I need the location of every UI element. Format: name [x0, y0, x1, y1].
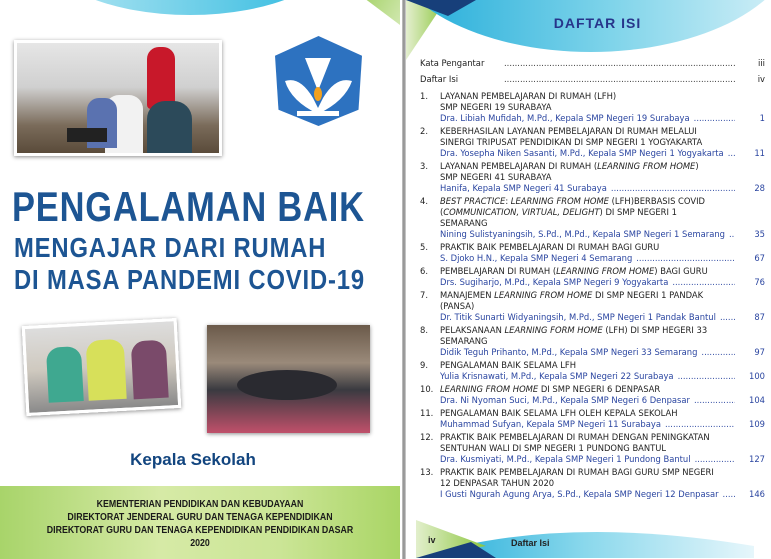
- toc-entry-author-row[interactable]: [420, 371, 765, 382]
- toc-page: [406, 0, 771, 559]
- toc-entry[interactable]: [420, 384, 765, 406]
- title-segment: KEBERHASILAN LAYANAN PEMBELAJARAN DI RUMAH MELALUI: [440, 126, 697, 136]
- corner-green-decoration: [340, 0, 400, 40]
- toc-entry[interactable]: [420, 325, 765, 358]
- toc-entry-title-line: [420, 207, 765, 218]
- title-segment: :: [505, 196, 511, 206]
- title-segment: PRAKTIK BAIK PEMBELAJARAN DI RUMAH BAGI GURU: [440, 242, 660, 252]
- toc-page-number: 146: [749, 489, 765, 499]
- toc-entry-author: Drs. Sugiharjo, M.Pd., Kepala SMP Negeri 9 Yogyakarta: [440, 277, 669, 287]
- title-segment: PELAKSANAAN: [440, 325, 505, 335]
- toc-entry-number: 12.: [420, 432, 434, 442]
- cover-title-line-2: MENGAJAR DARI RUMAH: [14, 232, 327, 263]
- title-segment: DI SMP NEGERI 6 DENPASAR: [538, 384, 661, 394]
- cover-photo-meeting: [14, 40, 222, 156]
- toc-entry-author-row[interactable]: [420, 253, 765, 264]
- toc-entry-title-line: [420, 242, 765, 253]
- title-segment: LEARNING FROM HOME: [494, 290, 593, 300]
- toc-entry-author: Dra. Libiah Mufidah, M.Pd., Kepala SMP Negeri 19 Surabaya: [440, 113, 690, 123]
- toc-entry-author: I Gusti Ngurah Agung Arya, S.Pd., Kepala SMP Negeri 12 Denpasar: [440, 489, 719, 499]
- title-segment: SENTUHAN WALI DI SMP NEGERI 1 PUNDONG BANTUL: [440, 443, 667, 453]
- publisher-year: 2020: [190, 538, 210, 549]
- footer-page-number: iv: [428, 535, 436, 545]
- title-segment: (LFH) DI SMP HEGERI 33: [602, 325, 708, 335]
- toc-entry-author-row[interactable]: [420, 312, 765, 323]
- toc-entry-title-line: [420, 266, 765, 277]
- toc-entry[interactable]: [420, 290, 765, 323]
- toc-entry-author-row[interactable]: [420, 229, 765, 240]
- toc-entry[interactable]: [420, 126, 765, 159]
- top-arc-decoration: [40, 0, 340, 15]
- title-segment: LEARNING FROM HOME: [597, 161, 696, 171]
- toc-entry-author-row[interactable]: [420, 347, 765, 358]
- toc-entry-number: 2.: [420, 126, 428, 136]
- toc-entry-title-line: [420, 360, 765, 371]
- title-segment: SMP NEGERI 41 SURABAYA: [440, 172, 552, 182]
- title-segment: (LFH)BERBASIS COVID: [608, 196, 705, 206]
- toc-entry-number: 13.: [420, 467, 434, 477]
- toc-entry-number: 7.: [420, 290, 428, 300]
- title-segment: ): [695, 161, 699, 171]
- toc-entry-author: Nining Sulistyaningsih, S.Pd., M.Pd., Kepala SMP Negeri 1 Semarang: [440, 229, 725, 239]
- title-segment: PRAKTIK BAIK PEMBELAJARAN DI RUMAH BAGI GURU SMP NEGERI: [440, 467, 714, 477]
- toc-entry-number: 8.: [420, 325, 428, 335]
- toc-entry-title-line: [420, 137, 765, 148]
- toc-page-number: 11: [754, 148, 765, 158]
- toc-entry-author-row[interactable]: [420, 148, 765, 159]
- title-segment: SEMARANG: [440, 218, 488, 228]
- publisher-line: DIREKTORAT GURU DAN TENAGA KEPENDIDIKAN PENDIDIKAN DASAR: [46, 525, 354, 536]
- title-segment: SEMARANG: [440, 336, 488, 346]
- toc-page-number: 35: [754, 229, 765, 239]
- toc-entry-title-line: [420, 336, 765, 347]
- toc-entry-title-line: [420, 478, 765, 489]
- toc-entry-number: 4.: [420, 196, 428, 206]
- publisher-band: [0, 486, 400, 559]
- title-segment: ) BAGI GURU: [654, 266, 708, 276]
- toc-entry-title-line: [420, 467, 765, 478]
- toc-entry-title-line: [420, 432, 765, 443]
- toc-page-number: 28: [754, 183, 765, 193]
- toc-entry[interactable]: [420, 408, 765, 430]
- toc-page-number: 76: [754, 277, 765, 287]
- title-segment: (PANSA): [440, 301, 475, 311]
- title-segment: SINERGI TRIPUSAT PENDIDIKAN DI SMP NEGERI 1 YOGYAKARTA: [440, 137, 703, 147]
- cover-photo-teachers: [22, 318, 181, 416]
- toc-entry[interactable]: [420, 91, 765, 124]
- title-segment: PENGALAMAN BAIK SELAMA LFH OLEH KEPALA SEKOLAH: [440, 408, 678, 418]
- toc-entry-title-line: [420, 384, 765, 395]
- toc-page-number: 104: [749, 395, 765, 405]
- toc-entry-title-line: [420, 161, 765, 172]
- toc-page-number: iii: [758, 58, 765, 68]
- title-segment: PENGALAMAN BAIK SELAMA LFH: [440, 360, 576, 370]
- toc-entry-title-line: [420, 102, 765, 113]
- cover-photo-room: [207, 325, 370, 433]
- toc-entry-number: 6.: [420, 266, 428, 276]
- toc-label: Daftar Isi: [420, 74, 459, 84]
- toc-entry-number: 10.: [420, 384, 434, 394]
- toc-page-number: 97: [754, 347, 765, 357]
- tut-wuri-handayani-logo: [275, 36, 362, 126]
- toc-entry[interactable]: [420, 266, 765, 288]
- toc-entry-title-line: [420, 172, 765, 183]
- title-segment: PRAKTIK BAIK PEMBELAJARAN DI RUMAH DENGAN PENINGKATAN: [440, 432, 710, 442]
- toc-entry-author: Dra. Ni Nyoman Suci, M.Pd., Kepala SMP Negeri 6 Denpasar: [440, 395, 690, 405]
- toc-page-number: 87: [754, 312, 765, 322]
- toc-entry-author: Dr. Titik Sunarti Widyaningsih, M.Pd., SMP Negeri 1 Pandak Bantul: [440, 312, 716, 322]
- title-segment: PEMBELAJARAN DI RUMAH (: [440, 266, 557, 276]
- page-footer: [406, 518, 771, 558]
- toc-entry-author-row[interactable]: [420, 113, 765, 124]
- title-segment: DI SMP NEGERI 1 PANDAK: [592, 290, 704, 300]
- toc-list: [420, 58, 765, 500]
- title-segment: LEARNING FORM HOME: [504, 325, 603, 335]
- toc-entry[interactable]: [420, 242, 765, 264]
- toc-entry[interactable]: [420, 467, 765, 500]
- toc-entry-title-line: [420, 325, 765, 336]
- toc-entry[interactable]: [420, 360, 765, 382]
- toc-page-number: 1: [759, 113, 765, 123]
- toc-entry-number: 9.: [420, 360, 428, 370]
- toc-entry-title-line: [420, 301, 765, 312]
- toc-page-number: 100: [749, 371, 765, 381]
- toc-page-number: 109: [749, 419, 765, 429]
- toc-entry-title-line: [420, 196, 765, 207]
- title-segment: LEARNING FROM HOME: [556, 266, 655, 276]
- toc-entry-number: 3.: [420, 161, 428, 171]
- toc-entry-author-row[interactable]: [420, 183, 765, 194]
- toc-entry-author: Muhammad Sufyan, Kepala SMP Negeri 11 Surabaya: [440, 419, 661, 429]
- toc-entry-author: Hanifa, Kepala SMP Negeri 41 Surabaya: [440, 183, 607, 193]
- toc-entry-title-line: [420, 408, 765, 419]
- toc-page-number: 127: [749, 454, 765, 464]
- title-segment: ) DI SMP NEGERI 1: [599, 207, 677, 217]
- title-segment: LEARNING FROM HOME: [510, 196, 609, 206]
- toc-front-item[interactable]: [420, 74, 765, 85]
- toc-entry-title-line: [420, 91, 765, 102]
- toc-front-item[interactable]: [420, 58, 765, 69]
- toc-entry-title-line: [420, 443, 765, 454]
- toc-entry-number: 1.: [420, 91, 428, 101]
- title-segment: COMMUNICATION, VIRTUAL, DELIGHT: [443, 207, 600, 217]
- toc-entry-number: 11.: [420, 408, 434, 418]
- toc-entry-title-line: [420, 290, 765, 301]
- title-segment: LEARNING FROM HOME: [440, 384, 539, 394]
- toc-entry-title-line: [420, 126, 765, 137]
- title-segment: 12 DENPASAR TAHUN 2020: [440, 478, 555, 488]
- toc-entry-author-row[interactable]: [420, 395, 765, 406]
- toc-entry-author-row[interactable]: [420, 277, 765, 288]
- toc-label: Kata Pengantar: [420, 58, 485, 68]
- title-segment: LAYANAN PEMBELAJARAN DI RUMAH (LFH): [440, 91, 617, 101]
- title-segment: MANAJEMEN: [440, 290, 495, 300]
- toc-entry-author: Didik Teguh Prihanto, M.Pd., Kepala SMP Negeri 33 Semarang: [440, 347, 698, 357]
- title-segment: (: [440, 207, 444, 217]
- title-segment: LAYANAN PEMBELAJARAN DI RUMAH (: [440, 161, 598, 171]
- toc-entry-author: Yulia Krisnawati, M.Pd., Kepala SMP Negeri 22 Surabaya: [440, 371, 674, 381]
- toc-entry[interactable]: [420, 161, 765, 194]
- cover-title-line-3: DI MASA PANDEMI COVID-19: [14, 264, 365, 295]
- toc-entry-author: S. Djoko H.N., Kepala SMP Negeri 4 Semarang: [440, 253, 633, 263]
- toc-entry-author: Dra. Yosepha Niken Sasanti, M.Pd., Kepala SMP Negeri 1 Yogyakarta: [440, 148, 724, 158]
- toc-entry-author-row[interactable]: [420, 489, 765, 500]
- title-segment: SMP NEGERI 19 SURABAYA: [440, 102, 552, 112]
- cover-title-line-1: PENGALAMAN BAIK: [12, 183, 365, 230]
- publisher-line: KEMENTERIAN PENDIDIKAN DAN KEBUDAYAAN: [96, 499, 304, 510]
- toc-entry[interactable]: [420, 432, 765, 465]
- toc-entry[interactable]: [420, 196, 765, 240]
- toc-entry-number: 5.: [420, 242, 428, 252]
- toc-entry-author-row[interactable]: [420, 454, 765, 465]
- title-segment: BEST PRACTICE: [440, 196, 506, 206]
- toc-entry-author: Dra. Kusmiyati, M.Pd., Kepala SMP Negeri 1 Pundong Bantul: [440, 454, 691, 464]
- toc-entry-author-row[interactable]: [420, 419, 765, 430]
- toc-entry-title-line: [420, 218, 765, 229]
- publisher-line: DIREKTORAT JENDERAL GURU DAN TENAGA KEPENDIDIKAN: [67, 512, 333, 523]
- toc-heading: DAFTAR ISI: [553, 15, 642, 31]
- toc-page-number: 67: [754, 253, 765, 263]
- toc-page-number: iv: [757, 74, 765, 84]
- footer-section-title: Daftar Isi: [511, 538, 550, 548]
- cover-subtitle: Kepala Sekolah: [130, 450, 256, 469]
